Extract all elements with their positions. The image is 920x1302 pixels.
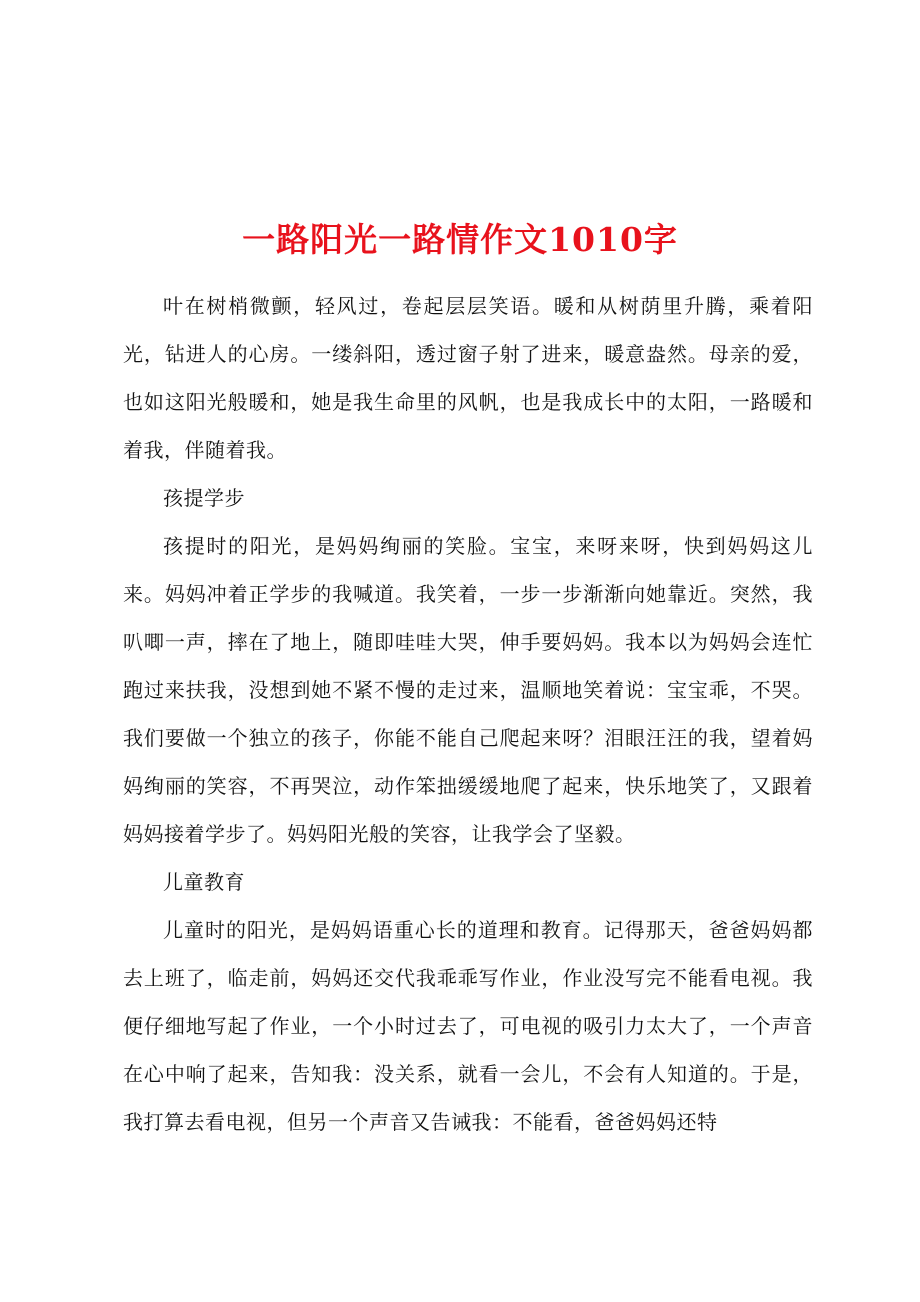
paragraph-intro: 叶在树梢微颤，轻风过，卷起层层笑语。暖和从树荫里升腾，乘着阳光，钻进人的心房。一缕斜阳，透过窗子射了进来，暖意盎然。母亲的爱，也如这阳光般暖和，她是我生命里的风帆，也是我成长中的太阳，一路暖和着我，伴随着我。 — [123, 294, 813, 462]
paragraph-learning-to-walk: 孩提时的阳光，是妈妈绚丽的笑脸。宝宝，来呀来呀，快到妈妈这儿来。妈妈冲着正学步的我喊道。我笑着，一步一步渐渐向她靠近。突然，我叭唧一声，摔在了地上，随即哇哇大哭，伸手要妈妈。我本以为妈妈会连忙跑过来扶我，没想到她不紧不慢的走过来，温顺地笑着说：宝宝乖，不哭。我们要做一个独立的孩子，你能不能自己爬起来呀？泪眼汪汪的我，望着妈妈绚丽的笑容，不再哭泣，动作笨拙缓缓地爬了起来，快乐地笑了，又跟着妈妈接着学步了。妈妈阳光般的笑容，让我学会了坚毅。 — [123, 534, 813, 846]
paragraph-childhood-education: 儿童时的阳光，是妈妈语重心长的道理和教育。记得那天，爸爸妈妈都去上班了，临走前，妈妈还交代我乖乖写作业，作业没写完不能看电视。我便仔细地写起了作业，一个小时过去了，可电视的吸引力太大了，一个声音在心中响了起来，告知我：没关系，就看一会儿，不会有人知道的。于是，我打算去看电视，但另一个声音又告诫我：不能看，爸爸妈妈还特 — [123, 918, 813, 1134]
section-heading-learning-to-walk: 孩提学步 — [163, 486, 245, 510]
document-body — [123, 282, 813, 1146]
section-heading-childhood-education: 儿童教育 — [163, 870, 245, 894]
page-title: 一路阳光一路情作文1010字 — [242, 220, 678, 260]
